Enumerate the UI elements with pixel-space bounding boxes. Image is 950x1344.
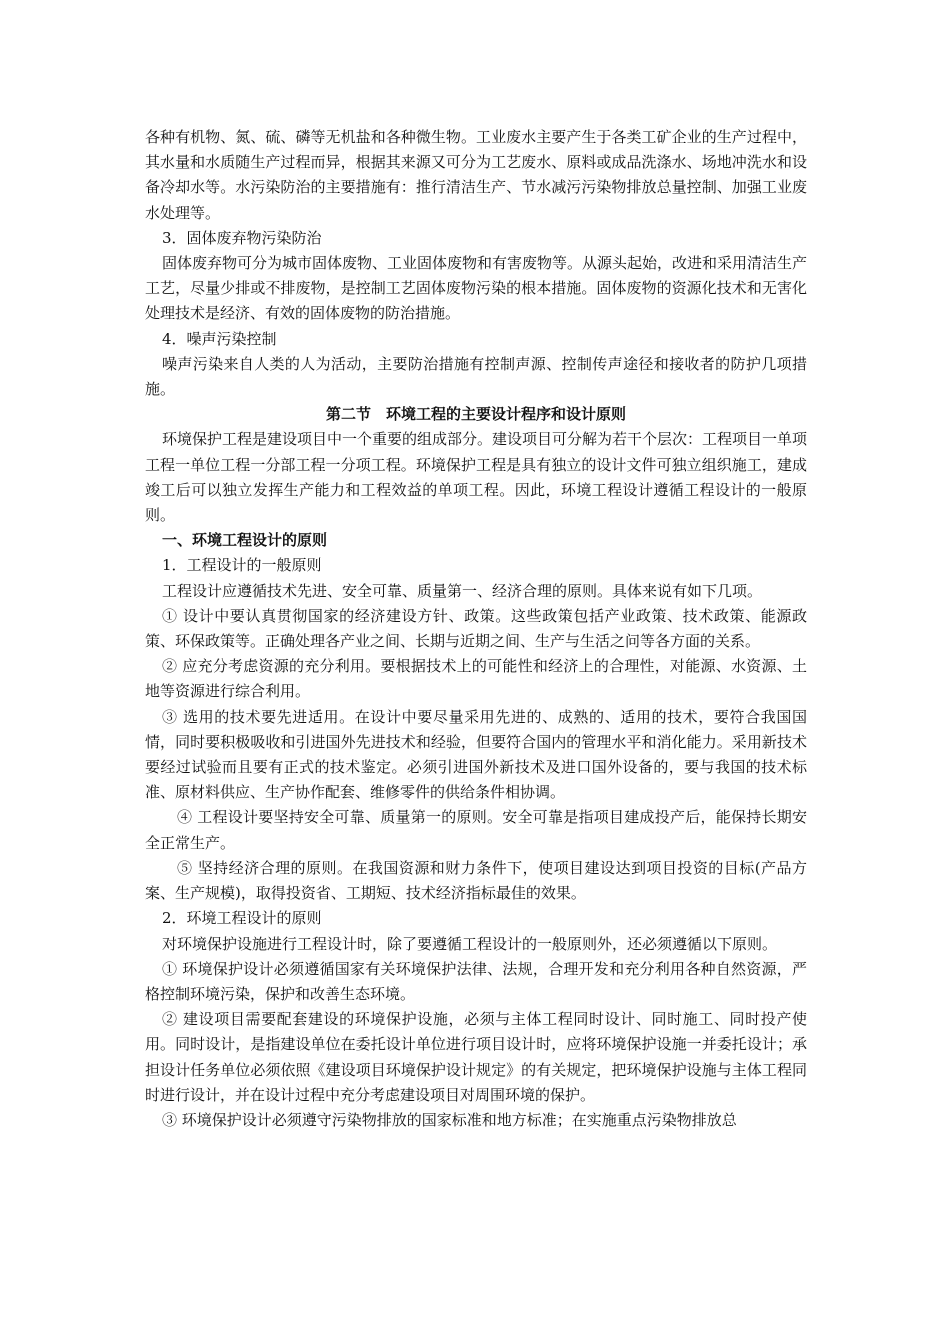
paragraph-water-pollution: 各种有机物、氮、硫、磷等无机盐和各种微生物。工业废水主要产生于各类工矿企业的生产过程中，其水量和水质随生产过程而异，根据其来源又可分为工艺废水、原料或成品洗涤水、场地冲洗水和设备冷却水等。水污染防治的主要措施有：推行清洁生产、节水减污污染物排放总量控制、加强工业废水处理等。 [145, 128, 807, 222]
heading-env-principles: 2．环境工程设计的原则 [162, 909, 322, 928]
list-item-3: ③ 选用的技术要先进适用。在设计中要尽量采用先进的、成熟的、适用的技术，要符合我国国情，同时要积极吸收和引进国外先进技术和经验，但要符合国内的管理水平和消化能力。采用新技术要经过试验而且要有正式的技术鉴定。必须引进国外新技术及进口国外设备的，要与我国的技术标准、原材料供应、生产协作配套、维修零件的供给条件相协调。 [145, 707, 807, 802]
env-list-item-2: ② 建设项目需要配套建设的环境保护设施，必须与主体工程同时设计、同时施工、同时投产使用。同时设计，是指建设单位在委托设计单位进行项目设计时，应将环境保护设施一并委托设计；承担设计任务单位必须依照《建设项目环境保护设计规定》的有关规定，把环境保护设施与主体工程同时进行设计，并在设计过程中充分考虑建设项目对周围环境的保护。 [145, 1010, 807, 1104]
document-body [145, 125, 807, 1133]
paragraph-noise: 噪声污染来自人类的人为活动，主要防治措施有控制声源、控制传声途径和接收者的防护几项措施。 [145, 354, 807, 399]
paragraph-section-intro: 环境保护工程是建设项目中一个重要的组成部分。建设项目可分解为若干个层次：工程项目一单项工程一单位工程一分部工程一分项工程。环境保护工程是具有独立的设计文件可独立组织施工，建成竣工后可以独立发挥生产能力和工程效益的单项工程。因此，环境工程设计遵循工程设计的一般原则。 [145, 430, 808, 525]
list-item-2: ② 应充分考虑资源的充分利用。要根据技术上的可能性和经济上的合理性，对能源、水资源、土地等资源进行综合利用。 [145, 657, 807, 701]
heading-general-principles: 1．工程设计的一般原则 [162, 556, 322, 575]
list-item-5: ⑤ 坚持经济合理的原则。在我国资源和财力条件下，使项目建设达到项目投资的目标(产品方案、生产规模)，取得投资省、工期短、技术经济指标最佳的效果。 [145, 858, 807, 903]
env-list-item-1: ① 环境保护设计必须遵循国家有关环境保护法律、法规，合理开发和充分利用各种自然资源，严格控制环境污染，保护和改善生态环境。 [145, 959, 807, 1003]
heading-principles: 一、环境工程设计的原则 [162, 531, 328, 550]
heading-noise: 4．噪声污染控制 [162, 329, 277, 348]
paragraph-general-principles: 工程设计应遵循技术先进、安全可靠、质量第一、经济合理的原则。具体来说有如下几项。 [162, 581, 763, 600]
section-title: 第二节 环境工程的主要设计程序和设计原则 [325, 405, 626, 424]
list-item-1: ① 设计中要认真贯彻国家的经济建设方针、政策。这些政策包括产业政策、技术政策、能源政策、环保政策等。正确处理各产业之间、长期与近期之间、生产与生活之问等各方面的关系。 [145, 606, 807, 651]
env-list-item-3: ③ 环境保护设计必须遵守污染物排放的国家标准和地方标准；在实施重点污染物排放总 [162, 1110, 737, 1129]
paragraph-env-principles: 对环境保护设施进行工程设计时，除了要遵循工程设计的一般原则外，还必须遵循以下原则。 [162, 934, 778, 953]
heading-solid-waste: 3．固体废弃物污染防治 [162, 228, 322, 247]
list-item-4: ④ 工程设计要坚持安全可靠、质量第一的原则。安全可靠是指项目建成投产后，能保持长期安全正常生产。 [145, 808, 807, 852]
paragraph-solid-waste: 固体废弃物可分为城市固体废物、工业固体废物和有害废物等。从源头起始，改进和采用清洁生产工艺，尽量少排或不排废物，是控制工艺固体废物污染的根本措施。固体废物的资源化技术和无害化处理技术是经济、有效的固体废物的防治措施。 [145, 254, 808, 323]
